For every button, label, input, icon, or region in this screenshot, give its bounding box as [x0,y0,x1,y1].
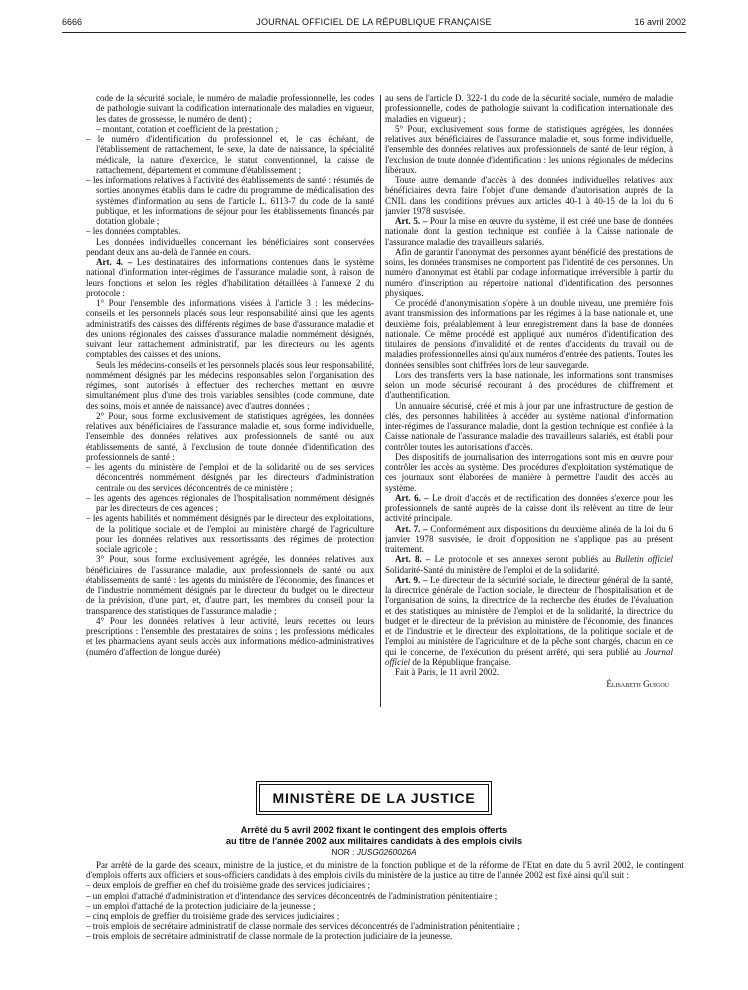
header-rule [62,32,686,33]
article-9 [385,575,673,667]
arrete-title-line: au titre de l'année 2002 aux militaires candidats à des emplois civils [225,836,523,846]
article-8 [385,554,673,575]
list-item: – un emploi d'attaché de la protection judiciaire de la jeunesse ; [86,900,316,911]
column-divider [380,95,381,707]
ministry-heading: MINISTÈRE DE LA JUSTICE [259,784,489,812]
emplois-list [86,880,684,941]
paragraph: Des dispositifs de journalisation des interrogations sont mis en œuvre pour contrôler les accès au système. Des procédures d'exploitation systématique de ces journaux sont élaborées de manière à permettre l'audit des accès au système. [385,451,673,493]
article-4 [86,257,374,298]
recipient-list [86,462,374,554]
arrete-body [86,860,684,942]
article-label: Art. 6. – [395,492,429,503]
paragraph: au sens de l'article D. 322-1 du code de la sécurité sociale, numéro de maladie professionnelle, codes de pathologie suivant la codification internationale des maladies en vigueur) ; [385,93,673,124]
article-label: Art. 4. – [96,257,133,267]
paragraph: Toute autre demande d'accès à des données individuelles relatives aux bénéficiaires devra faire l'objet d'une demande d'autorisation auprès de la CNIL dans les conditions prévues aux articles 40-1 à 40-15 de la loi du 6 janvier 1978 susvisée. [385,175,673,216]
paragraph: 2° Pour, sous forme exclusivement de statistiques agrégées, les données relatives aux bénéficiaires de l'assurance maladie et, sous forme individuelle, l'ensemble des données relatives aux professionnels de santé ou aux établissements de santé, à l'exclusion de toute donnée d'identification des professionnels de santé : [86,410,374,462]
paragraph: Lors des transferts vers la base nationale, les informations sont transmises selon un mode sécurisé recourant à des procédures de chiffrement et d'authentification. [385,369,673,401]
paragraph: 5° Pour, exclusivement sous forme de statistiques agrégées, les données relatives aux bénéficiaires de l'assurance maladie et, sous forme individuelle, l'ensemble des données relatives aux professionnels de santé de leur région, à l'exclusion de toute donnée d'identification : les unions régionales de médecins libéraux. [385,123,673,175]
article-text: Solidarité-Santé du ministère de l'emploi et de la solidarité. [385,564,600,575]
article-5 [385,216,673,247]
paragraph: 1° Pour l'ensemble des informations visées à l'article 3 : les médecins-conseils et les personnels placés sous leur responsabilité ainsi que les agents administratifs des caisses des différents régimes de base d'assurance maladie et des unions régionales des caisses d'assurance maladie nommément désignés, suivant leur rattachement administratif, par les directeurs ou les agents comptables des caisses et des unions. [86,298,374,360]
list-item: – trois emplois de secrétaire administratif de classe normale des services déconcentrés de l'administration pénitentiaire ; [86,921,520,932]
two-column-body [86,93,684,718]
list-item: – deux emplois de greffier en chef du troisième grade des services judiciaires ; [86,880,370,891]
article-label: Art. 9. – [395,574,428,585]
paragraph: Les données individuelles concernant les bénéficiaires sont conservées pendant deux ans au-delà de l'année en cours. [86,236,374,257]
list-item: – montant, cotation et coefficient de la prestation ; [96,123,278,134]
article-7 [385,524,673,555]
article-label: Art. 7. – [395,523,428,534]
right-column [385,93,673,718]
paragraph: Afin de garantir l'anonymat des personnes ayant bénéficié des prestations de soins, les données transmises ne comportent pas l'identité de ces personnes. Un numéro d'anonymat est établi par codage informatique irréversible à partir du numéro d'inscription au répertoire national d'identification des personnes physiques. [385,246,673,298]
list-item: – les agents du ministère de l'emploi et de la solidarité ou de ses services déconcentrés nommément désignés par les directeurs d'administration centrale ou des services déconcentrés de ce ministère ; [86,462,374,493]
article-6 [385,493,673,524]
list-item: – le numéro d'identification du professionnel et, le cas échéant, de l'établissement de rattachement, le sexe, la date de naissance, la spécialité médicale, la nature d'exercice, le statut conventionnel, la caisse de rattachement, département et commune d'établissement ; [86,134,374,175]
article-text: Pour la mise en œuvre du système, il est créé une base de données nationale dont la gestion technique est confiée à la Caisse nationale de l'assurance maladie des travailleurs salariés. [385,216,673,247]
article-text: Les destinataires des informations contenues dans le système national d'information inter-régimes de l'assurance maladie sont, à raison de leurs fonctions et selon les règles d'habilitation détaillées à l'annexe 2 du protocole : [86,257,374,298]
list-item: – les données comptables. [86,226,181,237]
article-text: Conformément aux dispositions du deuxième alinéa de la loi du 6 janvier 1978 susvisée, le droit d'opposition ne s'applique pas au présent traitement. [385,523,673,554]
article-text: Le protocole et ses annexes seront publiés au [434,554,611,565]
nor-reference [62,847,686,857]
page-number: 6666 [62,17,83,27]
list-item: – un emploi d'attaché d'administration et d'intendance des services déconcentrés de l'administration pénitentiaire ; [86,890,498,901]
list-item: – les agents habilités et nommément désignés par le directeur des exploitations, de la politique sociale et de l'emploi au ministère chargé de l'agriculture pour les données relatives aux ressortissants des régimes de protection sociale agricole ; [86,513,374,554]
publication-name: Journal officiel [385,646,673,667]
data-list [86,134,374,237]
paragraph: 4° Pour les données relatives à leur activité, leurs recettes ou leurs prescriptions : l'ensemble des prestataires de soins ; les professions médicales et les pharmaciens ayant seuls accès aux informations médico-administratives (numéro d'affection de longue durée) [86,615,374,657]
article-text: Le droit d'accès et de rectification des données s'exerce pour les professionnels de santé auprès de la caisse dont ils relèvent au titre de leur activité principale. [385,492,673,524]
article-label: Art. 5. – [395,216,428,226]
list-item: – cinq emplois de greffier du troisième grade des services judiciaires ; [86,911,340,922]
journal-title: JOURNAL OFFICIEL DE LA RÉPUBLIQUE FRANÇAISE [256,17,492,27]
list-item: – trois emplois de secrétaire administratif de classe normale de la protection judiciaire de la jeunesse. [86,931,453,942]
arrete-title-line: Arrêté du 5 avril 2002 fixant le contingent des emplois offerts [240,825,508,835]
signature: Élisabeth Guigou [606,679,669,690]
place-date: Fait à Paris, le 11 avril 2002. [395,667,500,677]
arrete-title [62,825,686,847]
page-header [62,14,686,28]
article-text: de la République française. [412,656,511,667]
ministry-box [256,781,492,815]
article-label: Art. 8. – [395,554,431,565]
paragraph: 3° Pour, sous forme exclusivement agrégée, les données relatives aux bénéficiaires de l'assurance maladie, aux professionnels de santé ou aux établissements de santé : les agents du ministère de l'économie, des finances et de l'industrie nommément désignés par le directeur du budget ou le directeur de la prévision, d'une part, et, d'autre part, les membres du conseil pour la transparence des statistiques de l'assurance maladie ; [86,554,374,616]
article-text: Le directeur de la sécurité sociale, le directeur général de la santé, la directrice générale de l'action sociale, le directeur de l'hospitalisation et de l'organisation de soins, la directrice de la recherche des études de l'évaluation et des statistiques au ministère de l'emploi et de la solidarité, la directrice du budget et le directeur de la prévision au ministère de l'économie, des finances et de l'industrie et le directeur des exploitations, de la politique sociale et de l'emploi au ministère de l'agriculture et de la pêche sont chargés, chacun en ce qui le concerne, de l'exécution du présent arrêté, qui sera publié au [385,574,673,657]
paragraph: Par arrêté de la garde des sceaux, ministre de la justice, et du ministre de la fonction publique et de la réforme de l'Etat en date du 5 avril 2002, le contingent d'emplois offerts aux officiers et sous-officiers candidats à des emplois civils du ministère de la justice au titre de l'année 2002 est fixé ainsi qu'il suit : [86,860,684,881]
nor-code: JUSG0260026A [356,847,417,857]
publication-name: Bulletin officiel [615,554,673,565]
list-item: code de la sécurité sociale, le numéro de maladie professionnelle, les codes de pathologie suivant la codification internationale des maladies en vigueur, les dates de grossesse, le numéro de dent) ; [96,93,374,124]
list-item: – les informations relatives à l'activité des établissements de santé : résumés de sorties anonymes établis dans le cadre du programme de médicalisation des systèmes d'information au sens de l'article L. 6113-7 du code de la santé publique, et les informations de séjour pour les établissements financés par dotation globale ; [86,175,374,226]
paragraph: Un annuaire sécurisé, créé et mis à jour par une infrastructure de gestion de clés, des personnes habilitées à accéder au système national d'information inter-régimes de l'assurance maladie, dont la gestion technique est confiée à la Caisse nationale de l'assurance maladie des travailleurs salariés, est établi pour contrôler toutes les autorisations d'accès. [385,400,673,452]
nor-label: NOR : [331,847,355,857]
list-item: – les agents des agences régionales de l'hospitalisation nommément désignés par les directeurs de ces agences ; [86,492,374,513]
left-column [86,93,374,718]
paragraph: Ce procédé d'anonymisation s'opère à un double niveau, une première fois avant transmission des informations par les régimes à la base nationale et, une deuxième fois, préalablement à leur enregistrement dans la base de données nationale. Ce même procédé est appliqué aux numéros d'identification des titulaires de pensions d'invalidité et de rentes d'accidents du travail ou de maladies professionnelles ainsi qu'aux numéros d'entrée des patients. Toutes les données sensibles sont chiffrées lors de leur sauvegarde. [385,298,673,370]
issue-date: 16 avril 2002 [634,17,686,27]
paragraph: Seuls les médecins-conseils et les personnels placés sous leur responsabilité, nommément désignés par les médecins responsables selon l'organisation des régimes, sont autorisés à effectuer des recherches mettant en œuvre simultanément plus d'une des trois variables sensibles (code commune, date des soins, mois et année de naissance) avec d'autres données ; [86,359,374,411]
